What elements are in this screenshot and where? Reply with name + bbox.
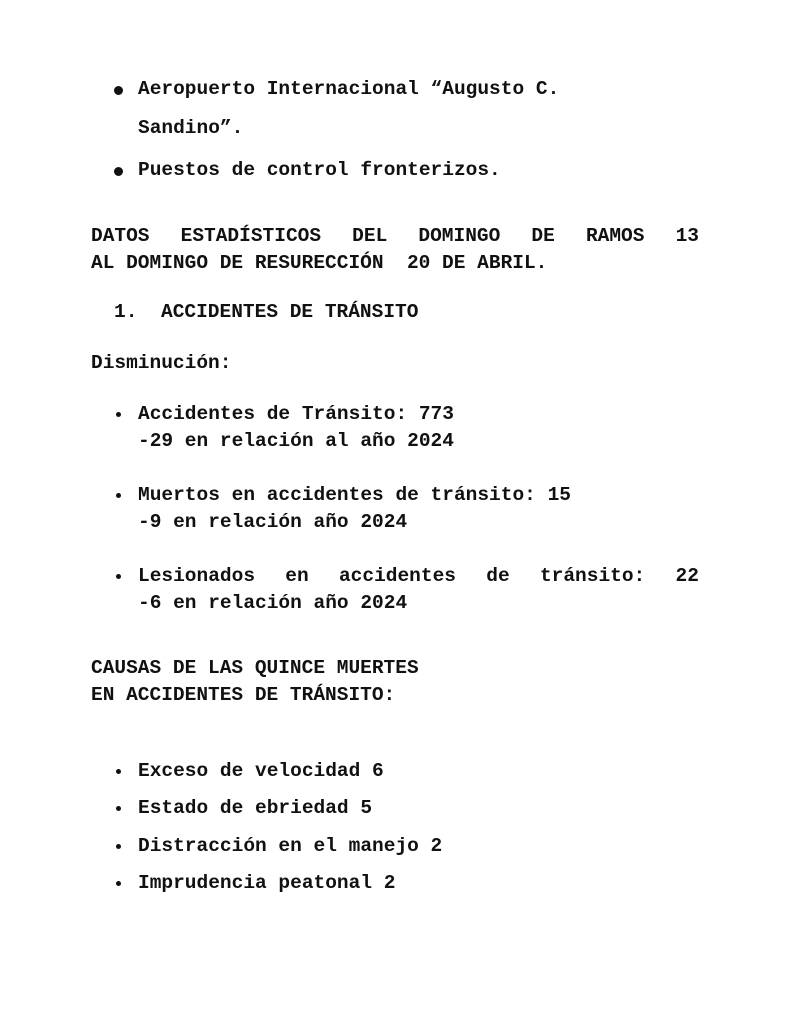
heading-word: ESTADÍSTICOS: [180, 225, 322, 247]
heading-word: DE: [531, 225, 555, 247]
section-title: ACCIDENTES DE TRÁNSITO: [161, 301, 419, 323]
list-item-airport-line1: Aeropuerto Internacional “Augusto C.: [138, 78, 560, 100]
causes-heading-line1: CAUSAS DE LAS QUINCE MUERTES: [91, 657, 419, 679]
item-word: de: [486, 565, 510, 587]
bullet-icon: [116, 806, 121, 811]
item-word: accidentes: [338, 565, 456, 587]
item-word: en: [285, 565, 309, 587]
heading-word: DOMINGO: [418, 225, 501, 247]
bullet-icon: [116, 574, 121, 579]
traffic-injured-line1: [138, 567, 699, 587]
traffic-accidents-line2: -29 en relación al año 2024: [138, 430, 454, 452]
traffic-deaths-line1: Muertos en accidentes de tránsito: 15: [138, 484, 571, 506]
bullet-icon: [116, 493, 121, 498]
bullet-icon: [116, 769, 121, 774]
bullet-icon: [116, 844, 121, 849]
heading-word: RAMOS: [585, 225, 645, 247]
cause-item: Estado de ebriedad 5: [138, 797, 373, 819]
traffic-accidents-line1: Accidentes de Tránsito: 773: [138, 403, 454, 425]
section-number: 1.: [114, 301, 138, 323]
cause-item: Exceso de velocidad 6: [138, 760, 384, 782]
bullet-icon: [116, 412, 121, 417]
decrease-label: Disminución:: [91, 352, 232, 374]
heading-word: DATOS: [91, 225, 150, 247]
stats-heading-line2: AL DOMINGO DE RESURECCIÓN 20 DE ABRIL.: [91, 252, 548, 274]
item-word: tránsito:: [539, 565, 646, 587]
item-word: Lesionados: [138, 565, 256, 587]
list-item-airport-line2: Sandino”.: [138, 117, 244, 139]
stats-heading-line1: [91, 227, 699, 247]
cause-item: Distracción en el manejo 2: [138, 835, 443, 857]
cause-item: Imprudencia peatonal 2: [138, 872, 396, 894]
bullet-icon: [114, 86, 123, 95]
traffic-injured-line2: -6 en relación año 2024: [138, 592, 408, 614]
item-word: 22: [675, 565, 699, 587]
bullet-icon: [116, 881, 121, 886]
bullet-icon: [114, 167, 123, 176]
list-item-border-control: Puestos de control fronterizos.: [138, 159, 501, 181]
heading-word: DEL: [352, 225, 388, 247]
causes-heading-line2: EN ACCIDENTES DE TRÁNSITO:: [91, 684, 396, 706]
traffic-deaths-line2: -9 en relación año 2024: [138, 511, 408, 533]
heading-word: 13: [675, 225, 699, 247]
